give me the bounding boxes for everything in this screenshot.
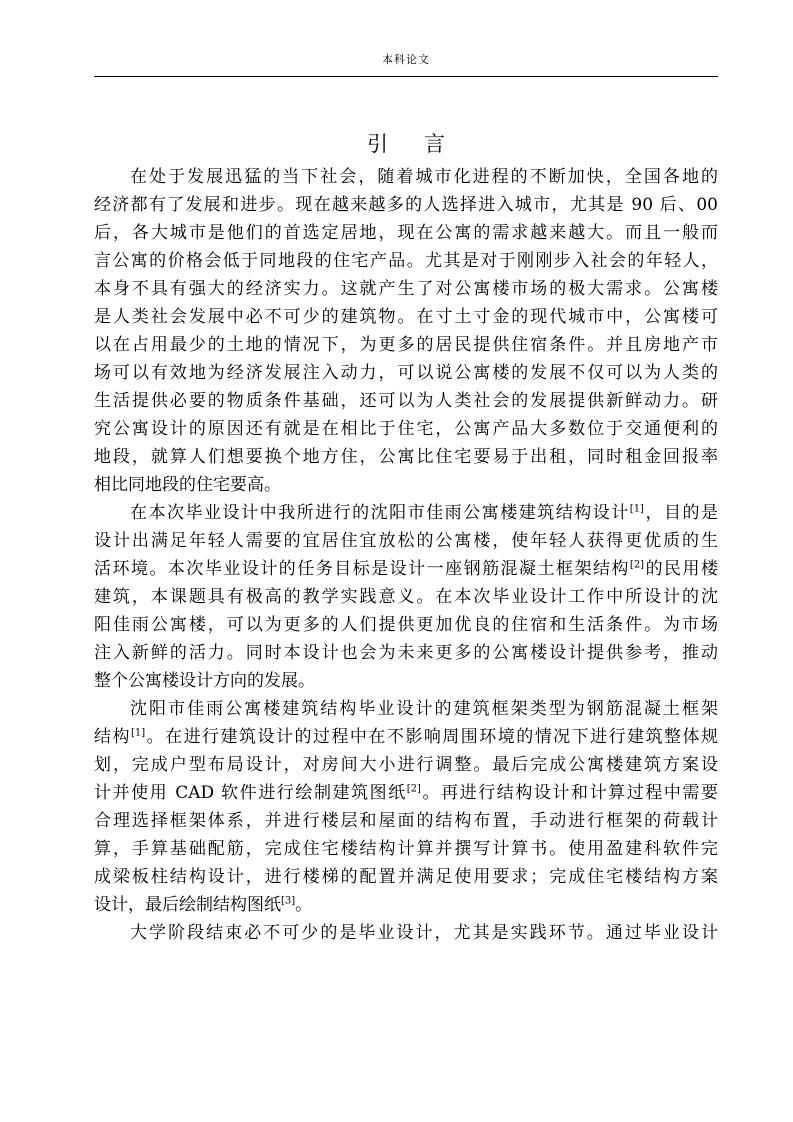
paragraph-line: 场可以有效地为经济发展注入动力，可以说公寓楼的发展不仅可以为人类的	[94, 363, 718, 383]
paragraph-line: 相比同地段的住宅要高。	[94, 475, 281, 495]
paragraph-line: 划，完成户型布局设计，对房间大小进行调整。最后完成公寓楼建筑方案设	[94, 755, 718, 775]
paragraph-line: 地段，就算人们想要换个地方住，公寓比住宅要易于出租，同时租金回报率	[94, 447, 718, 467]
citation-marker: [3]	[281, 895, 296, 907]
paragraph-line: 算，手算基础配筋，完成住宅楼结构计算并撰写计算书。使用盈建科软件完	[94, 839, 718, 859]
paragraph-line: 言公寓的价格会低于同地段的住宅产品。尤其是对于刚刚步入社会的年轻人，	[94, 251, 718, 271]
paragraph-design-process	[94, 695, 718, 919]
citation-marker: [1]	[130, 727, 146, 739]
paragraph-line: 建筑，本课题具有极高的教学实践意义。在本次毕业设计工作中所设计的沈	[94, 587, 718, 607]
paragraph-line: 设计，最后绘制结构图纸[3]。	[94, 895, 313, 915]
citation-marker: [2]	[406, 783, 421, 795]
paragraph-line: 经济都有了发展和进步。现在越来越多的人选择进入城市，尤其是 90 后、00	[94, 195, 718, 215]
paragraph-line: 结构[1]。在进行建筑设计的过程中在不影响周围环境的情况下进行建筑整体规	[94, 727, 719, 747]
paragraph-line: 阳佳雨公寓楼，可以为更多的人们提供更加优良的住宿和生活条件。为市场	[94, 615, 718, 635]
paragraph-line: 成梁板柱结构设计，进行楼梯的配置并满足使用要求；完成住宅楼结构方案	[94, 867, 718, 887]
paragraph-line: 沈阳市佳雨公寓楼建筑结构毕业设计的建筑框架类型为钢筋混凝土框架	[130, 699, 718, 719]
paragraph-line: 计并使用 CAD 软件进行绘制建筑图纸[2]。再进行结构设计和计算过程中需要	[94, 783, 718, 803]
paragraph-line: 在本次毕业设计中我所进行的沈阳市佳雨公寓楼建筑结构设计[1]，目的是	[130, 503, 719, 523]
paragraph-line: 注入新鲜的活力。同时本设计也会为未来更多的公寓楼设计提供参考，推动	[94, 643, 718, 663]
section-title: 引言	[367, 132, 481, 156]
paragraph-intro-context	[94, 163, 718, 499]
running-header: 本科论文	[382, 53, 430, 66]
paragraph-line: 大学阶段结束必不可少的是毕业设计，尤其是实践环节。通过毕业设计	[130, 923, 718, 943]
paragraph-line: 生活提供必要的物质条件基础，还可以为人类社会的发展提供新鲜动力。研	[94, 391, 718, 411]
paragraph-line: 究公寓设计的原因还有就是在相比于住宅，公寓产品大多数位于交通便利的	[94, 419, 718, 439]
paragraph-line: 以在占用最少的土地的情况下，为更多的居民提供住宿条件。并且房地产市	[94, 335, 718, 355]
paragraph-line: 设计出满足年轻人需要的宜居住宜放松的公寓楼，使年轻人获得更优质的生	[94, 531, 718, 551]
paragraph-line: 是人类社会发展中必不可少的建筑物。在寸土寸金的现代城市中，公寓楼可	[94, 307, 718, 327]
paragraph-conclusion-start	[94, 919, 718, 947]
body-text	[94, 163, 718, 947]
paragraph-line: 本身不具有强大的经济实力。这就产生了对公寓楼市场的极大需求。公寓楼	[94, 279, 718, 299]
paragraph-line: 后，各大城市是他们的首选定居地，现在公寓的需求越来越大。而且一般而	[94, 223, 718, 243]
paragraph-line: 在处于发展迅猛的当下社会，随着城市化进程的不断加快，全国各地的	[130, 167, 718, 187]
paragraph-line: 合理选择框架体系，并进行楼层和屋面的结构布置，手动进行框架的荷载计	[94, 811, 718, 831]
paragraph-design-purpose	[94, 499, 718, 695]
citation-marker: [2]	[629, 559, 645, 571]
citation-marker: [1]	[629, 503, 644, 515]
paragraph-line: 整个公寓楼设计方向的发展。	[94, 671, 315, 691]
header-rule	[94, 76, 718, 77]
paragraph-line: 活环境。本次毕业设计的任务目标是设计一座钢筋混凝土框架结构[2]的民用楼	[94, 559, 719, 579]
